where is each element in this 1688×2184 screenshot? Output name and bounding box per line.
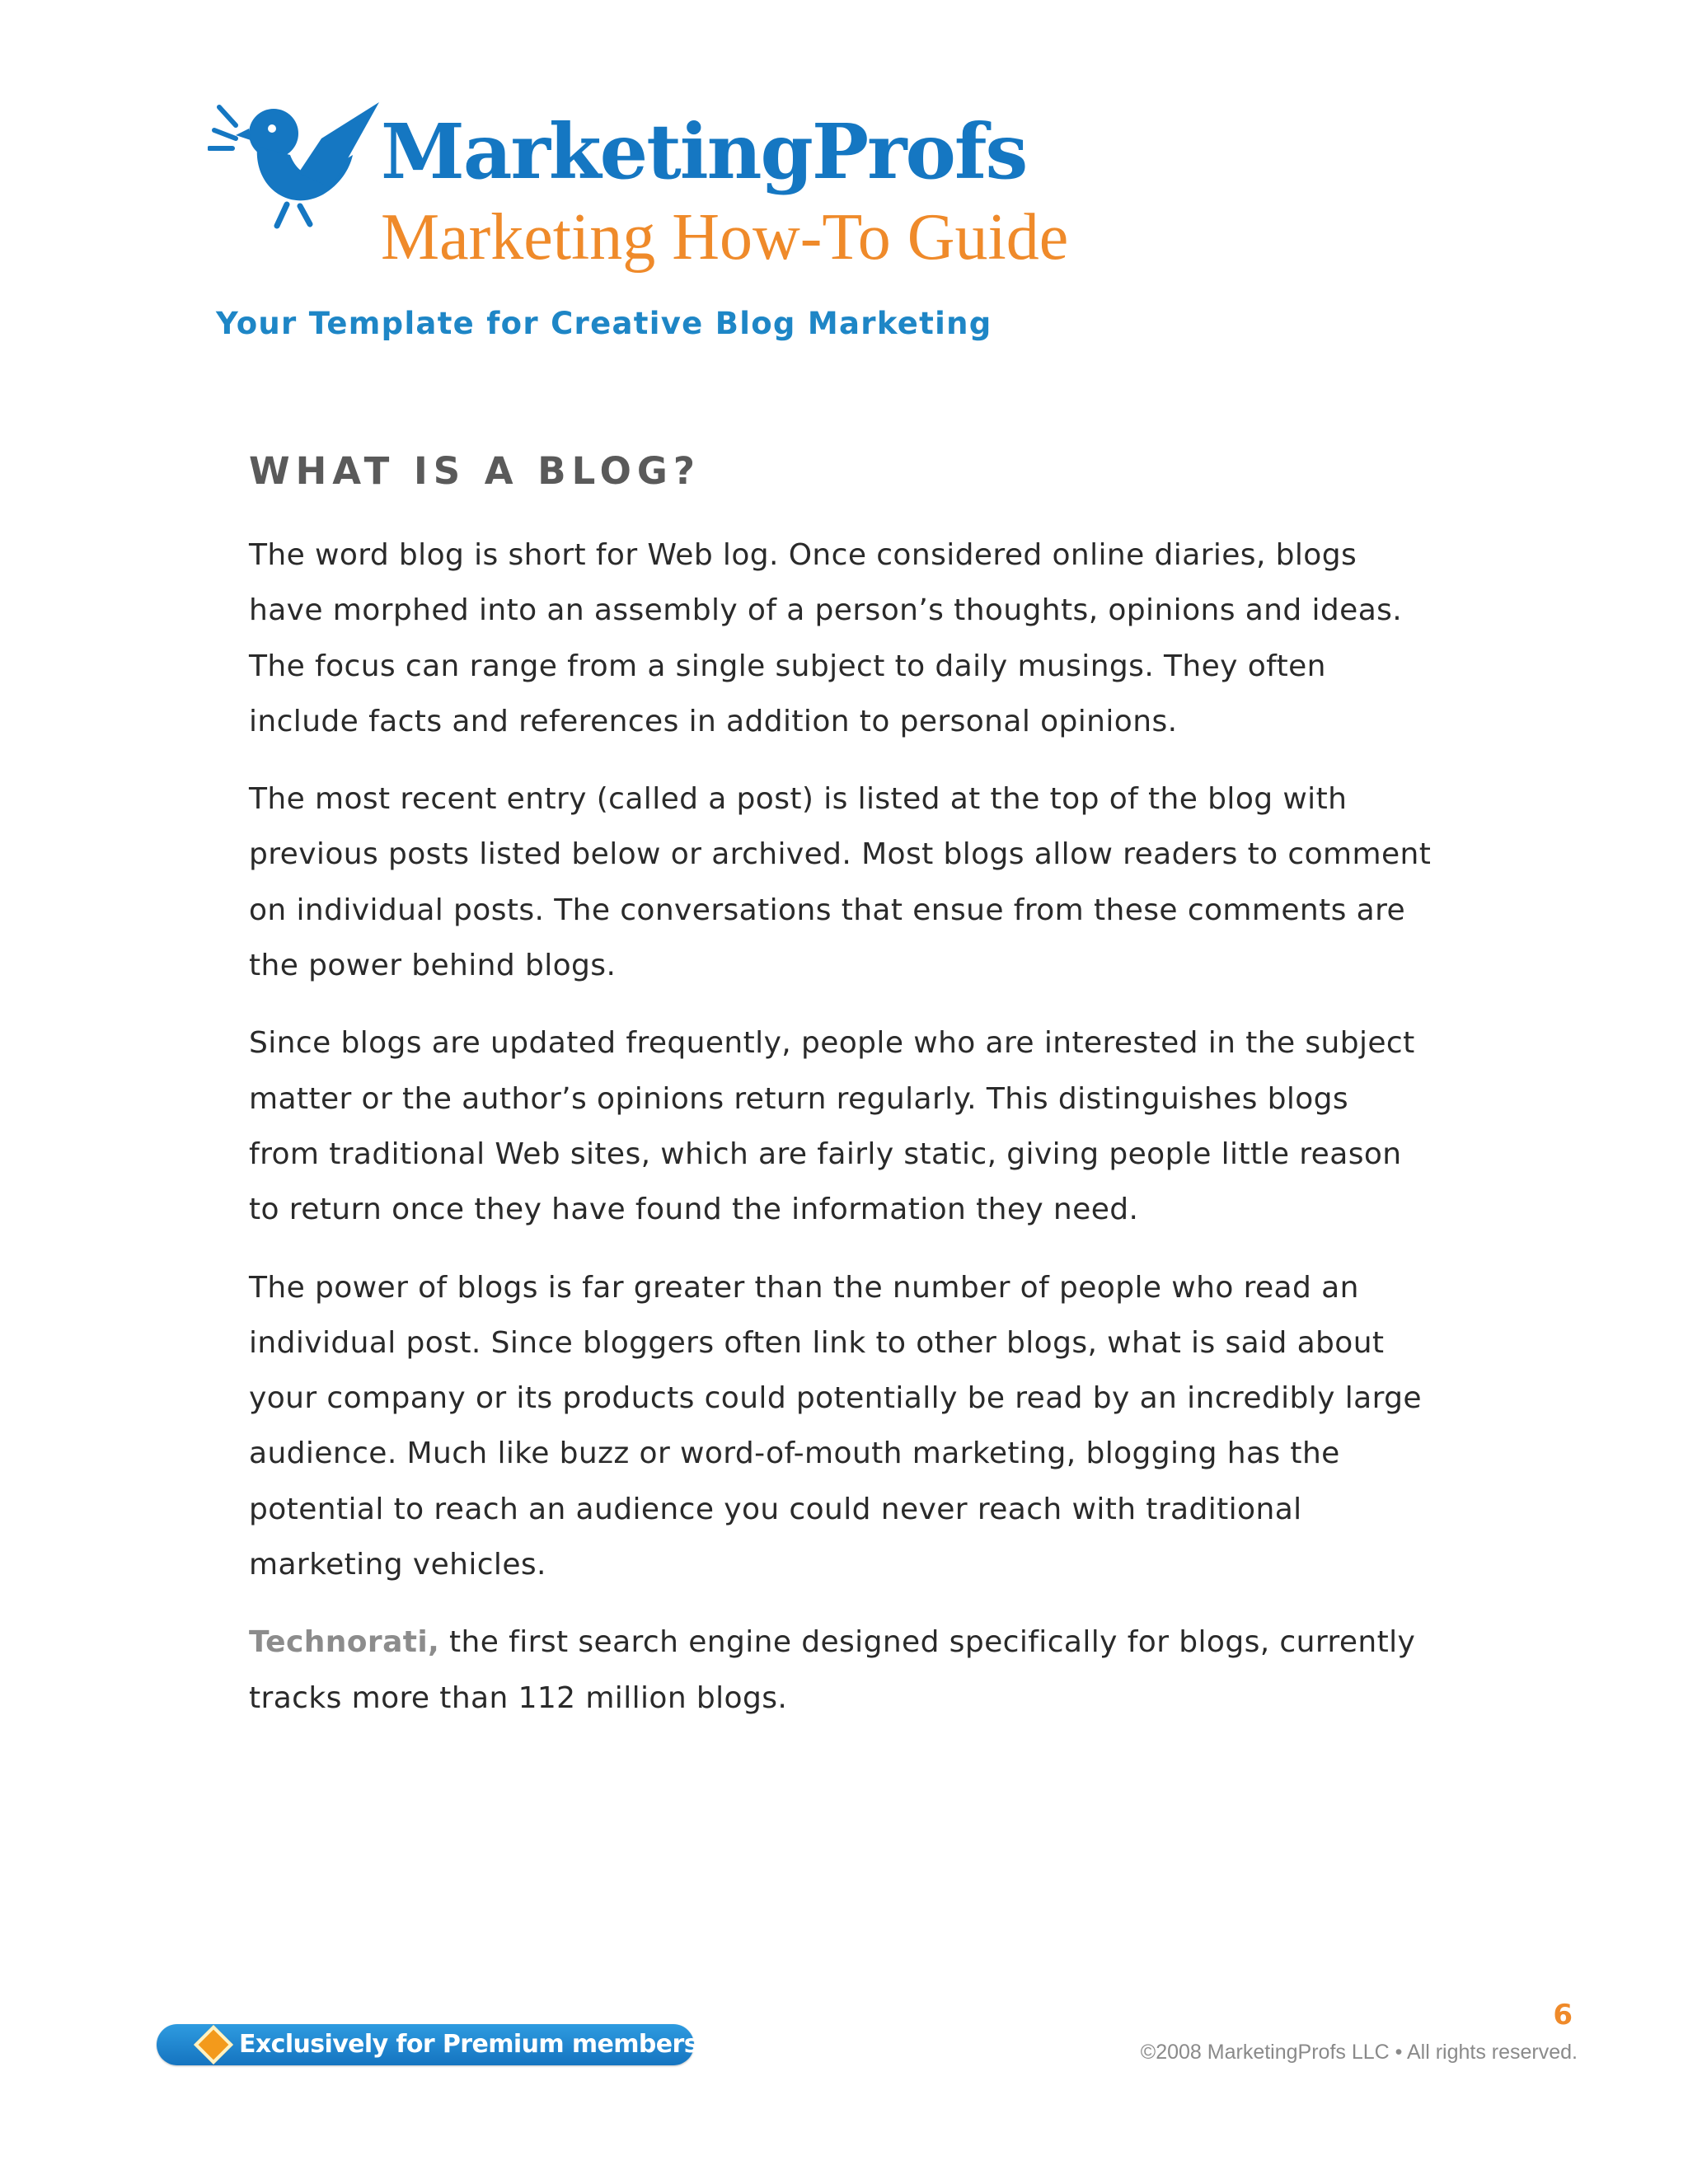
brand-name: MarketingProfs xyxy=(381,107,1027,196)
paragraph-line: your company or its products could potentially be read by an incredibly large xyxy=(249,1381,1422,1416)
paragraph-2 xyxy=(249,771,1452,993)
paragraph-line: tracks more than 112 million blogs. xyxy=(249,1680,788,1715)
paragraph-line: to return once they have found the information they need. xyxy=(249,1193,1139,1227)
paragraph-line: The power of blogs is far greater than the number of people who read an xyxy=(249,1270,1359,1305)
paragraph-line: The word blog is short for Web log. Once considered online diaries, blogs xyxy=(249,538,1357,572)
paragraph-1 xyxy=(249,527,1452,749)
paragraph-line: the power behind blogs. xyxy=(249,949,617,983)
paragraph-line: The most recent entry (called a post) is listed at the top of the blog with xyxy=(249,782,1348,817)
paragraph-line: marketing vehicles. xyxy=(249,1548,546,1582)
paragraph-line: Since blogs are updated frequently, people who are interested in the subject xyxy=(249,1026,1415,1061)
main-content xyxy=(249,450,1452,1748)
section-heading: WHAT IS A BLOG? xyxy=(249,449,701,493)
document-subtitle: Your Template for Creative Blog Marketing xyxy=(216,306,992,341)
paragraph-line: potential to reach an audience you could never reach with traditional xyxy=(249,1492,1302,1526)
paragraph-line: audience. Much like buzz or word-of-mouth marketing, blogging has the xyxy=(249,1436,1340,1471)
paragraph-line: have morphed into an assembly of a person’s thoughts, opinions and ideas. xyxy=(249,593,1403,628)
premium-members-badge xyxy=(157,2024,698,2065)
paragraph-3 xyxy=(249,1015,1452,1237)
diamond-icon xyxy=(194,2025,233,2064)
paragraph-line: from traditional Web sites, which are fairly static, giving people little reason xyxy=(249,1137,1402,1171)
paragraph-line xyxy=(249,1615,1452,1670)
paragraph-line: include facts and references in addition to personal opinions. xyxy=(249,704,1178,738)
guide-title: Marketing How-To Guide xyxy=(381,201,1069,274)
marketingprofs-bird-logo xyxy=(208,97,381,229)
paragraph-line: on individual posts. The conversations that ensue from these comments are xyxy=(249,893,1406,927)
paragraph-4 xyxy=(249,1260,1452,1593)
badge-label: Exclusively for Premium members xyxy=(239,2030,698,2059)
paragraph-line: matter or the author’s opinions return regularly. This distinguishes blogs xyxy=(249,1081,1349,1116)
copyright-notice: ©2008 MarketingProfs LLC • All rights reserved. xyxy=(1140,2041,1578,2064)
page-number: 6 xyxy=(1553,1999,1573,2032)
paragraph-text: the first search engine designed specifically for blogs, currently xyxy=(439,1625,1416,1660)
paragraph-line: previous posts listed below or archived. Most blogs allow readers to comment xyxy=(249,837,1432,872)
technorati-link[interactable]: Technorati, xyxy=(249,1625,440,1660)
paragraph-line: The focus can range from a single subject to daily musings. They often xyxy=(249,649,1326,683)
paragraph-5 xyxy=(249,1615,1452,1726)
paragraph-line: individual post. Since bloggers often link to other blogs, what is said about xyxy=(249,1325,1385,1360)
